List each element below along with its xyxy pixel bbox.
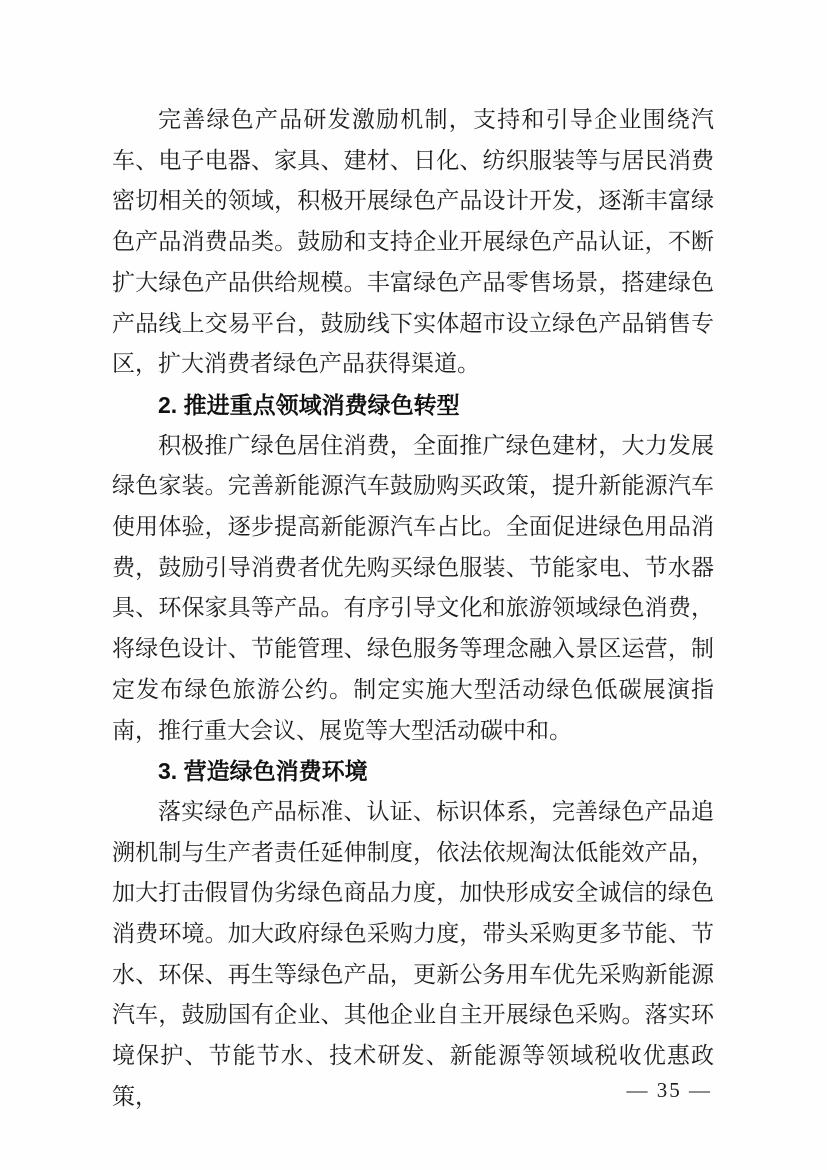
paragraph-green-product-supply: 完善绿色产品研发激励机制，支持和引导企业围绕汽车、电子电器、家具、建材、日化、纺织服装等与居民消费密切相关的领域，积极开展绿色产品设计开发，逐渐丰富绿色产品消费品类。鼓励和支持企业开展绿色产品认证，不断扩大绿色产品供给规模。丰富绿色产品零售场景，搭建绿色产品线上交易平台，鼓励线下实体超市设立绿色产品销售专区，扩大消费者绿色产品获得渠道。 bbox=[112, 107, 714, 377]
page-number: — 35 — bbox=[626, 1078, 712, 1102]
section-heading-2: 2. 推进重点领域消费绿色转型 bbox=[158, 391, 460, 418]
paragraph-key-areas-green-transition: 积极推广绿色居住消费，全面推广绿色建材，大力发展绿色家装。完善新能源汽车鼓励购买政策，提升新能源汽车使用体验，逐步提高新能源汽车占比。全面促进绿色用品消费，鼓励引导消费者优先购买绿色服装、节能家电、节水器具、环保家具等产品。有序引导文化和旅游领域绿色消费，将绿色设计、节能管理、绿色服务等理念融入景区运营，制定发布绿色旅游公约。制定实施大型活动绿色低碳展演指南，推行重大会议、展览等大型活动碳中和。 bbox=[112, 432, 714, 743]
page-body bbox=[112, 100, 714, 1118]
paragraph-green-consumption-environment: 落实绿色产品标准、认证、标识体系，完善绿色产品追溯机制与生产者责任延伸制度，依法依规淘汰低能效产品，加大打击假冒伪劣绿色商品力度，加快形成安全诚信的绿色消费环境。加大政府绿色采购力度，带头采购更多节能、节水、环保、再生等绿色产品，更新公务用车优先采购新能源汽车，鼓励国有企业、其他企业自主开展绿色采购。落实环境保护、节能节水、技术研发、新能源等领域税收优惠政策， bbox=[112, 798, 714, 1109]
section-heading-3: 3. 营造绿色消费环境 bbox=[158, 758, 368, 785]
